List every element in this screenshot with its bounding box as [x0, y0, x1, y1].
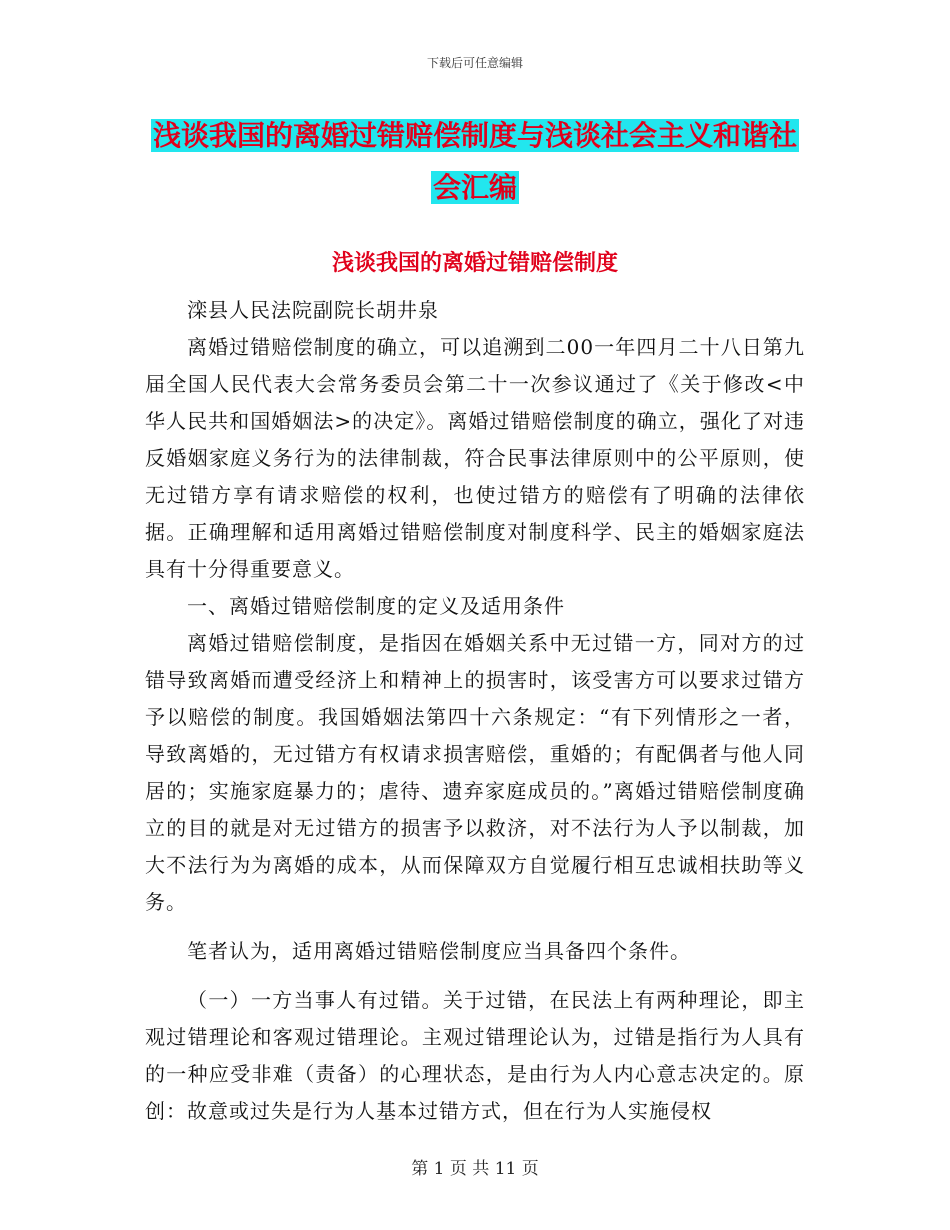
paragraph: （一）一方当事人有过错。关于过错，在民法上有两种理论，即主观过错理论和客观过错理论。主观过错理论认为，过错是指行为人具有的一种应受非难（责备）的心理状态，是由行为人内心意志决定的。原创：故意或过失是行为人基本过错方式，但在行为人实施侵权 [145, 988, 805, 1123]
paragraph: 笔者认为，适用离婚过错赔偿制度应当具备四个条件。 [187, 939, 691, 963]
section-heading: 一、离婚过错赔偿制度的定义及适用条件 [187, 594, 565, 618]
author-line: 滦县人民法院副院长胡井泉 [187, 298, 439, 322]
header-note: 下载后可任意编辑 [426, 56, 523, 70]
section-title: 浅谈我国的离婚过错赔偿制度 [331, 251, 618, 276]
body-text [145, 292, 805, 1130]
paragraph: 离婚过错赔偿制度的确立，可以追溯到二00一年四月二十八日第九届全国人民代表大会常务委员会第二十一次参议通过了《关于修改<中华人民共和国婚姻法>的决定》。离婚过错赔偿制度的确立，强化了对违反婚姻家庭义务行为的法律制裁，符合民事法律原则中的公平原则，使无过错方享有请求赔偿的权利，也使过错方的赔偿有了明确的法律依据。正确理解和适用离婚过错赔偿制度对制度科学、民主的婚姻家庭法具有十分得重要意义。 [145, 335, 805, 581]
title-line-1: 浅谈我国的离婚过错赔偿制度与浅谈社会主义和谐社 [152, 119, 797, 152]
page-number: 第 1 页 共 11 页 [411, 1159, 539, 1179]
document-title [140, 110, 810, 214]
paragraph: 离婚过错赔偿制度，是指因在婚姻关系中无过错一方，同对方的过错导致离婚而遭受经济上和精神上的损害时，该受害方可以要求过错方予以赔偿的制度。我国婚姻法第四十六条规定：“有下列情形之一者，导致离婚的，无过错方有权请求损害赔偿，重婚的；有配偶者与他人同居的；实施家庭暴力的；虐待、遗弃家庭成员的。”离婚过错赔偿制度确立的目的就是对无过错方的损害予以救济，对不法行为人予以制裁，加大不法行为为离婚的成本，从而保障双方自觉履行相互忠诚相扶助等义务。 [145, 631, 805, 914]
title-line-2: 会汇编 [432, 171, 517, 204]
